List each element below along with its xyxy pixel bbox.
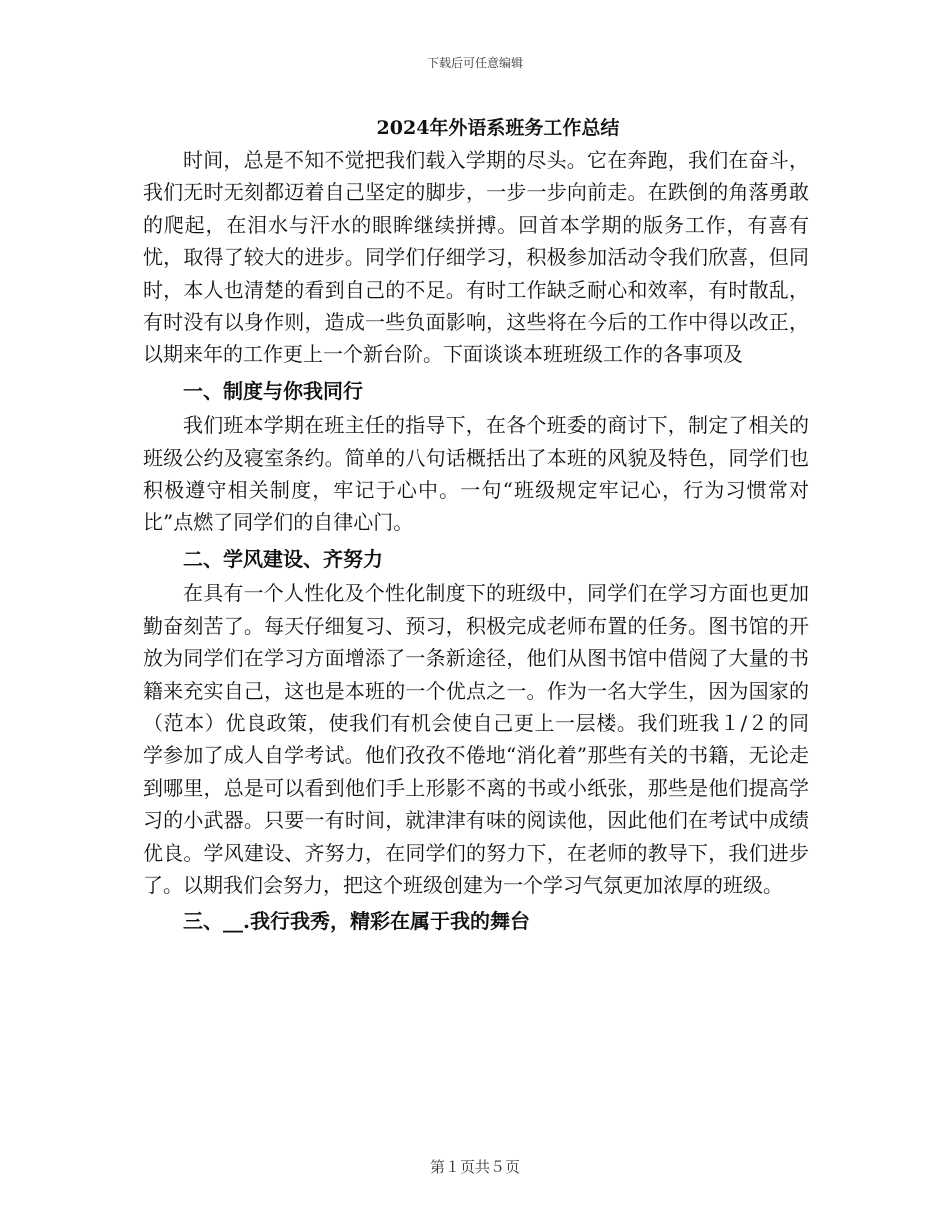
page-number: 第１页共５页 xyxy=(429,1158,520,1176)
document-title: 2024年外语系班务工作总结 xyxy=(376,117,620,139)
section-heading-3: 三、__.我行我秀，精彩在属于我的舞台 xyxy=(183,909,530,934)
section-heading-2: 二、学风建设、齐努力 xyxy=(183,546,383,571)
document-body xyxy=(143,113,809,940)
section-paragraph-2: 在具有一个人性化及个性化制度下的班级中，同学们在学习方面也更加勤奋刻苦了。每天仔细复习、预习，积极完成老师布置的任务。图书馆的开放为同学们在学习方面增添了一条新途径，他们从图书馆中借阅了大量的书籍来充实自己，这也是本班的一个优点之一。作为一名大学生，因为国家的（范本）优良政策，使我们有机会使自己更上一层楼。我们班我１/２的同学参加了成人自学考试。他们孜孜不倦地“消化着”那些有关的书籍，无论走到哪里，总是可以看到他们手上形影不离的书或小纸张，那些是他们提高学习的小武器。只要一有时间，就津津有味的阅读他，因此他们在考试中成绩优良。学风建设、齐努力，在同学们的努力下，在老师的教导下，我们进步了。以期我们会努力，把这个班级创建为一个学习气氛更加浓厚的班级。 xyxy=(143,581,809,897)
intro-paragraph: 时间，总是不知不觉把我们载入学期的尽头。它在奔跑，我们在奋斗，我们无时无刻都迈着自己坚定的脚步，一步一步向前走。在跌倒的角落勇敢的爬起，在泪水与汗水的眼眸继续拼搏。回首本学期的版务工作，有喜有忧，取得了较大的进步。同学们仔细学习，积极参加活动令我们欣喜，但同时，本人也清楚的看到自己的不足。有时工作缺乏耐心和效率，有时散乱，有时没有以身作则，造成一些负面影响，这些将在今后的工作中得以改正，以期来年的工作更上一个新台阶。下面谈谈本班班级工作的各事项及 xyxy=(143,148,809,367)
section-paragraph-1: 我们班本学期在班主任的指导下，在各个班委的商讨下，制定了相关的班级公约及寝室条约。简单的八句话概括出了本班的风貌及特色，同学们也积极遵守相关制度，牢记于心中。一句“班级规定牢记心，行为习惯常对比”点燃了同学们的自律心门。 xyxy=(143,413,809,535)
page-header-note: 下载后可任意编辑 xyxy=(426,56,523,70)
section-heading-1: 一、制度与你我同行 xyxy=(183,378,363,403)
